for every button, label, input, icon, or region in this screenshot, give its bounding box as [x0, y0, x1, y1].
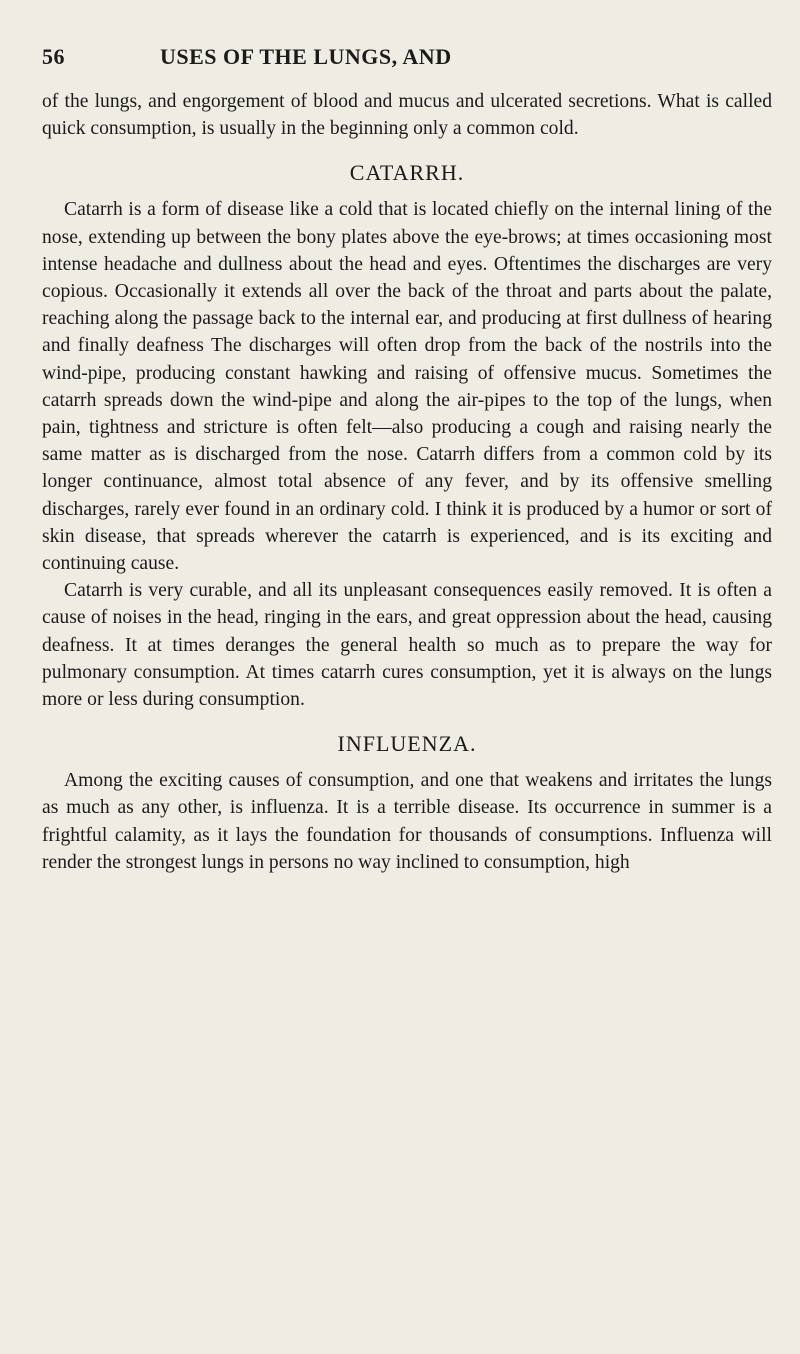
influenza-paragraph-1: Among the exciting causes of consumption, and one that weakens and irritates the lungs as much as any other, is influenza. It is a terrible disease. Its occurrence in summer is a frightful calamity, as it lays the foundation for thousands of consumptions. Influenza will render the strongest lungs in persons no way inclined to consumption, high [42, 770, 772, 873]
catarrh-paragraph-1: Catarrh is a form of disease like a cold that is located chiefly on the internal lining of the nose, extending up between the bony plates above the eye-brows; at times occasioning most intense headache and dullness about the head and eyes. Oftentimes the discharges are very copious. Occasionally it extends all over the back of the throat and parts about the palate, reaching along the passage back to the internal ear, and producing at first dullness of hearing and finally deafness The discharges will often drop from the back of the nostrils into the wind-pipe, producing constant hawking and raising of offensive mucus. Sometimes the catarrh spreads down the wind-pipe and along the air-pipes to the top of the lungs, when pain, tightness and stricture is often felt—also producing a cough and raising nearly the same matter as is discharged from the nose. Catarrh differs from a common cold by its longer continuance, almost total absence of any fever, and by its offensive smelling discharges, rarely ever found in an ordinary cold. I think it is produced by a humor or sort of skin disease, that spreads wherever the catarrh is experienced, and is its exciting and continuing cause. [42, 199, 772, 575]
page-number: 56 [42, 44, 65, 69]
catarrh-heading: CATARRH. [349, 160, 465, 186]
influenza-heading: INFLUENZA. [337, 731, 477, 757]
running-title: USES OF THE LUNGS, AND [160, 44, 452, 69]
running-head [42, 44, 772, 70]
intro-paragraph: of the lungs, and engorgement of blood and mucus and ulcerated secretions. What is called quick consumption, is usually in the beginning only a common cold. [42, 91, 772, 140]
catarrh-paragraph-2: Catarrh is very curable, and all its unpleasant consequences easily removed. It is often a cause of noises in the head, ringing in the ears, and great oppression about the head, causing deafness. It at times deranges the general health so much as to prepare the way for pulmonary consumption. At times catarrh cures consumption, yet it is always on the lungs more or less during consumption. [42, 580, 772, 711]
